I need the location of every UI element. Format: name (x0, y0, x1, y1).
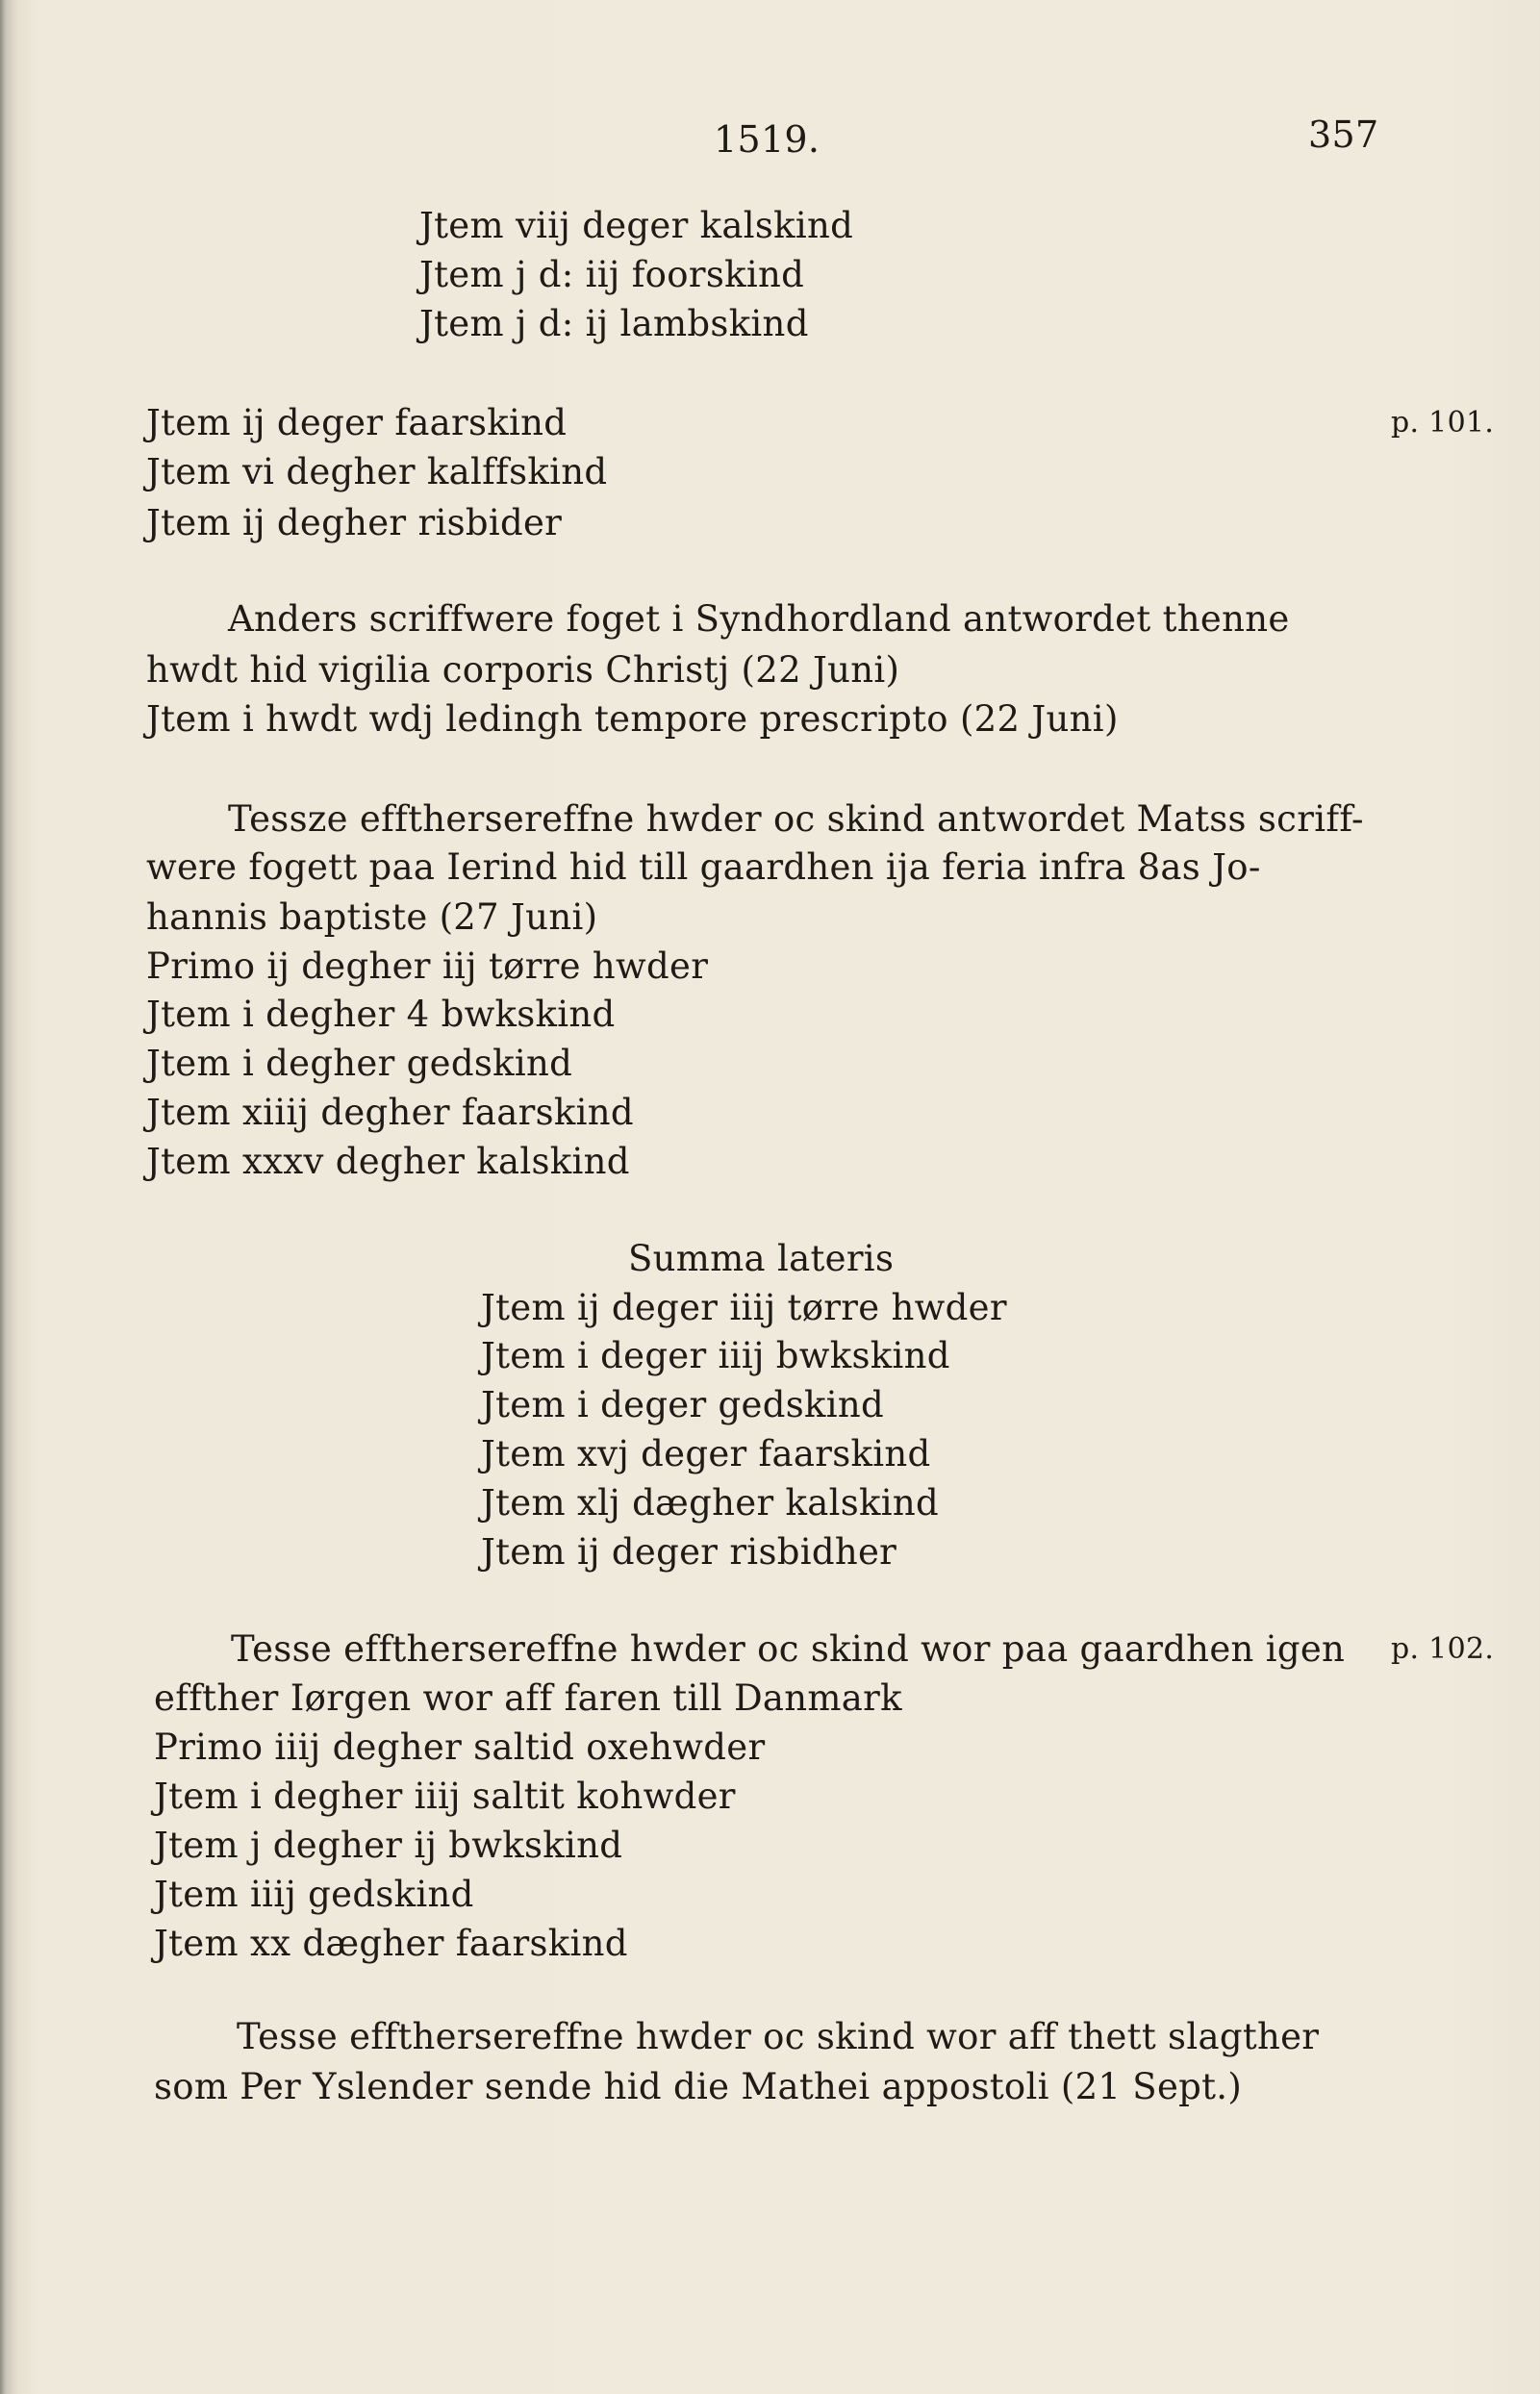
text-line: Jtem i degher iiij saltit kohwder (154, 1776, 736, 1817)
text-line: Anders scriffwere foget i Syndhordland antwordet thenne (228, 598, 1290, 640)
text-line: Jtem xiiij degher faarskind (146, 1092, 634, 1133)
text-line: Jtem ij degher risbider (146, 502, 563, 543)
text-line: Jtem xvj deger faarskind (481, 1433, 931, 1474)
text-line: Jtem xxxv degher kalskind (146, 1141, 630, 1182)
text-line: Primo ij degher iij tørre hwder (146, 945, 709, 987)
text-line: were fogett paa Ierind hid till gaardhen ija feria infra 8as Jo- (146, 846, 1261, 888)
margin-note: p. 101. (1391, 406, 1495, 440)
text-line: Jtem ij deger iiij tørre hwder (481, 1287, 1007, 1328)
text-line: Jtem i degher gedskind (146, 1043, 573, 1084)
text-line: Jtem ij deger risbidher (481, 1531, 897, 1573)
text-line: Jtem i degher 4 bwkskind (146, 994, 616, 1035)
text-line: Primo iiij degher saltid oxehwder (154, 1726, 766, 1768)
text-line: Jtem i hwdt wdj ledingh tempore prescripto (22 Juni) (146, 698, 1119, 740)
text-line: Jtem j d: iij foorskind (419, 254, 805, 295)
text-line: Jtem ij deger faarskind (146, 402, 568, 443)
text-line: effther Iørgen wor aff faren till Danmark (154, 1677, 902, 1719)
text-line: som Per Yslender sende hid die Mathei appostoli (21 Sept.) (154, 2066, 1243, 2107)
year-heading: 1519. (714, 118, 820, 161)
text-line: Tesse effthersereffne hwder oc skind wor paa gaardhen igen (231, 1628, 1346, 1670)
text-line: hannis baptiste (27 Juni) (146, 896, 598, 938)
margin-note: p. 102. (1391, 1632, 1495, 1666)
text-line: Jtem j d: ij lambskind (419, 303, 809, 344)
text-line: Jtem xx dægher faarskind (154, 1923, 628, 1964)
text-line: Jtem i deger iiij bwkskind (481, 1335, 950, 1376)
text-line: Jtem iiij gedskind (154, 1874, 474, 1915)
text-line: Jtem vi degher kalffskind (146, 451, 608, 492)
text-line: Tessze effthersereffne hwder oc skind antwordet Matss scriff- (228, 798, 1364, 840)
text-line: Jtem j degher ij bwkskind (154, 1825, 623, 1866)
text-line: Jtem i deger gedskind (481, 1384, 884, 1425)
page-number: 357 (1308, 113, 1379, 156)
summa-title: Summa lateris (628, 1238, 895, 1279)
text-line: Jtem xlj dægher kalskind (481, 1482, 939, 1524)
text-line: Tesse effthersereffne hwder oc skind wor aff thett slagther (237, 2016, 1320, 2057)
text-line: Jtem viij deger kalskind (419, 205, 854, 246)
text-line: hwdt hid vigilia corporis Christj (22 Juni) (146, 649, 900, 691)
